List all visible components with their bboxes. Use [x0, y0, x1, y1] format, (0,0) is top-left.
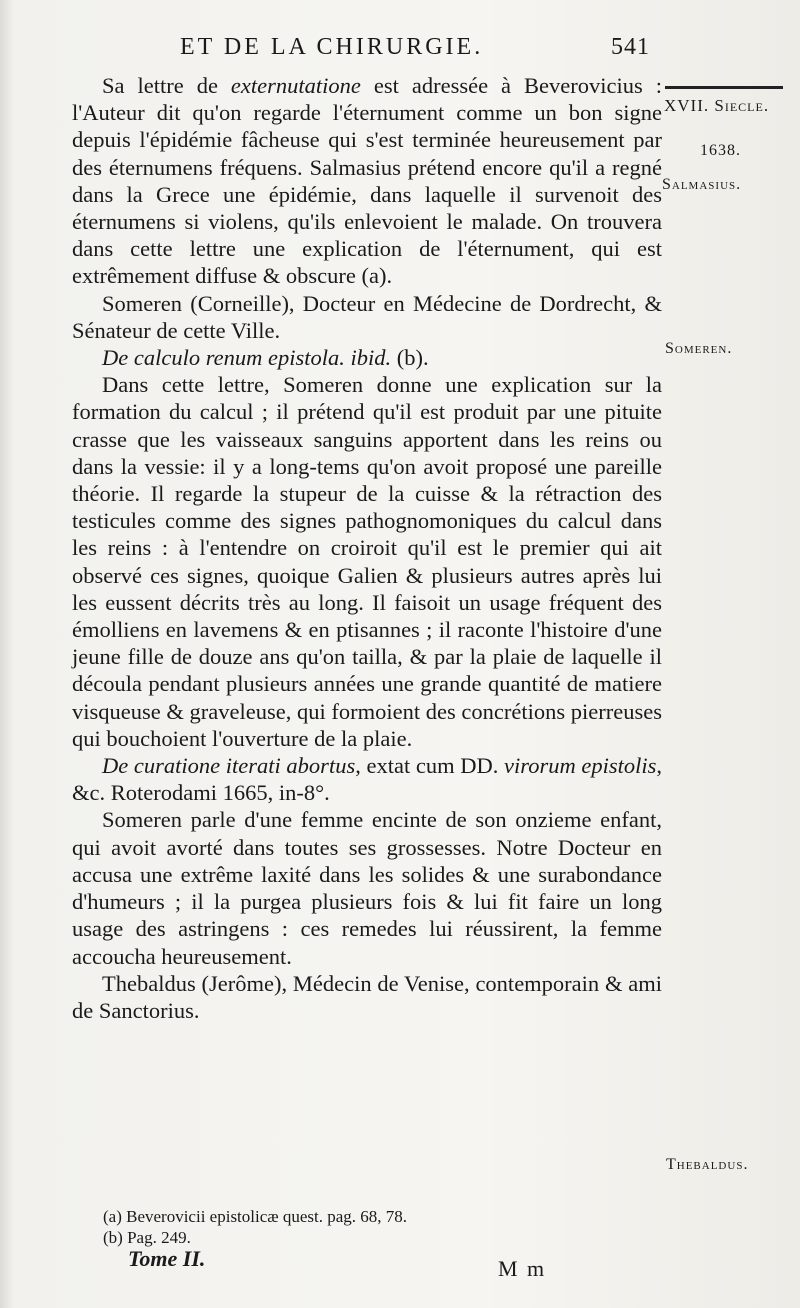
signature-mark: M m [498, 1256, 547, 1281]
footnote-b: (b) Pag. 249. [103, 1228, 191, 1247]
margin-year: 1638. [700, 142, 741, 159]
footnotes [103, 1206, 573, 1248]
tome-label: Tome II. [128, 1246, 206, 1271]
footnote-a: (a) Beverovicii epistolicæ quest. pag. 68, 78. [103, 1207, 408, 1226]
page-number: 541 [611, 34, 650, 60]
margin-name-someren: Someren. [665, 340, 733, 357]
paragraph-someren-intro: Someren (Corneille), Docteur en Médecine de Dordrecht, & Sénateur de cette Ville. [72, 290, 662, 343]
margin-name-salmasius: Salmasius. [662, 176, 742, 193]
paragraph-work-title-2: De curatione iterati abortus, extat cum DD. virorum epistolis, &c. Roterodami 1665, in-8°. [72, 753, 662, 806]
margin-rule [665, 86, 783, 89]
paragraph-salmasius: Sa lettre de externutatione est adressée à Beverovicius : l'Auteur dit qu'on regarde l'éternument comme un bon signe depuis l'épidémie fâcheuse qui s'est terminée heureusement par des éternumens fréquens. Salmasius prétend encore qu'il a regné dans la Grece une épidémie, dans laquelle il survenoit des éternumens si violens, qu'ils enlevoient le malade. On trouvera dans cette lettre une explication de l'éternument, qui est extrêmement diffuse & obscure (a). [72, 73, 662, 289]
paragraph-abortus: Someren parle d'une femme encinte de son onzieme enfant, qui avoit avorté dans toutes ses grossesses. Notre Docteur en accusa une extrême laxité dans les solides & une surabondance d'humeurs ; il la purgea plusieurs fois & lui fit faire un long usage des astringens : ces remedes lui réussirent, la femme accoucha heureusement. [72, 807, 662, 969]
italic-title: externutatione [230, 73, 361, 98]
main-text [72, 72, 662, 1024]
page-header [180, 34, 650, 68]
margin-century: XVII. Siecle. [664, 96, 770, 115]
paragraph-work-title-1: De calculo renum epistola. ibid. (b). [102, 345, 429, 371]
paragraph-thebaldus: Thebaldus (Jerôme), Médecin de Venise, contemporain & ami de Sanctorius. [72, 970, 662, 1023]
running-title: ET DE LA CHIRURGIE. [180, 34, 484, 60]
paragraph-calcul: Dans cette lettre, Someren donne une explication sur la formation du calcul ; il prétend qu'il est produit par une pituite crasse que les vaisseaux sanguins apportent dans les reins ou dans la vessie: il y a long-tems qu'on avoit proposé une pareille théorie. Il regarde la stupeur de la cuisse & la rétraction des testicules comme des signes pathognomoniques du calcul dans les reins : à l'entendre on croiroit qu'il est le premier qui ait observé ces signes, quoique Galien & plusieurs autres après lui les eussent décrits très au long. Il faisoit un usage fréquent des émolliens en lavemens & en ptisannes ; il raconte l'histoire d'une jeune fille de douze ans qu'on tailla, & par la plaie de laquelle il découla pendant plusieurs années une grande quantité de matiere visqueuse & graveleuse, qui formoient des concrétions pierreuses qui bouchoient l'ouverture de la plaie. [72, 372, 662, 751]
margin-name-thebaldus: Thebaldus. [666, 1156, 749, 1173]
